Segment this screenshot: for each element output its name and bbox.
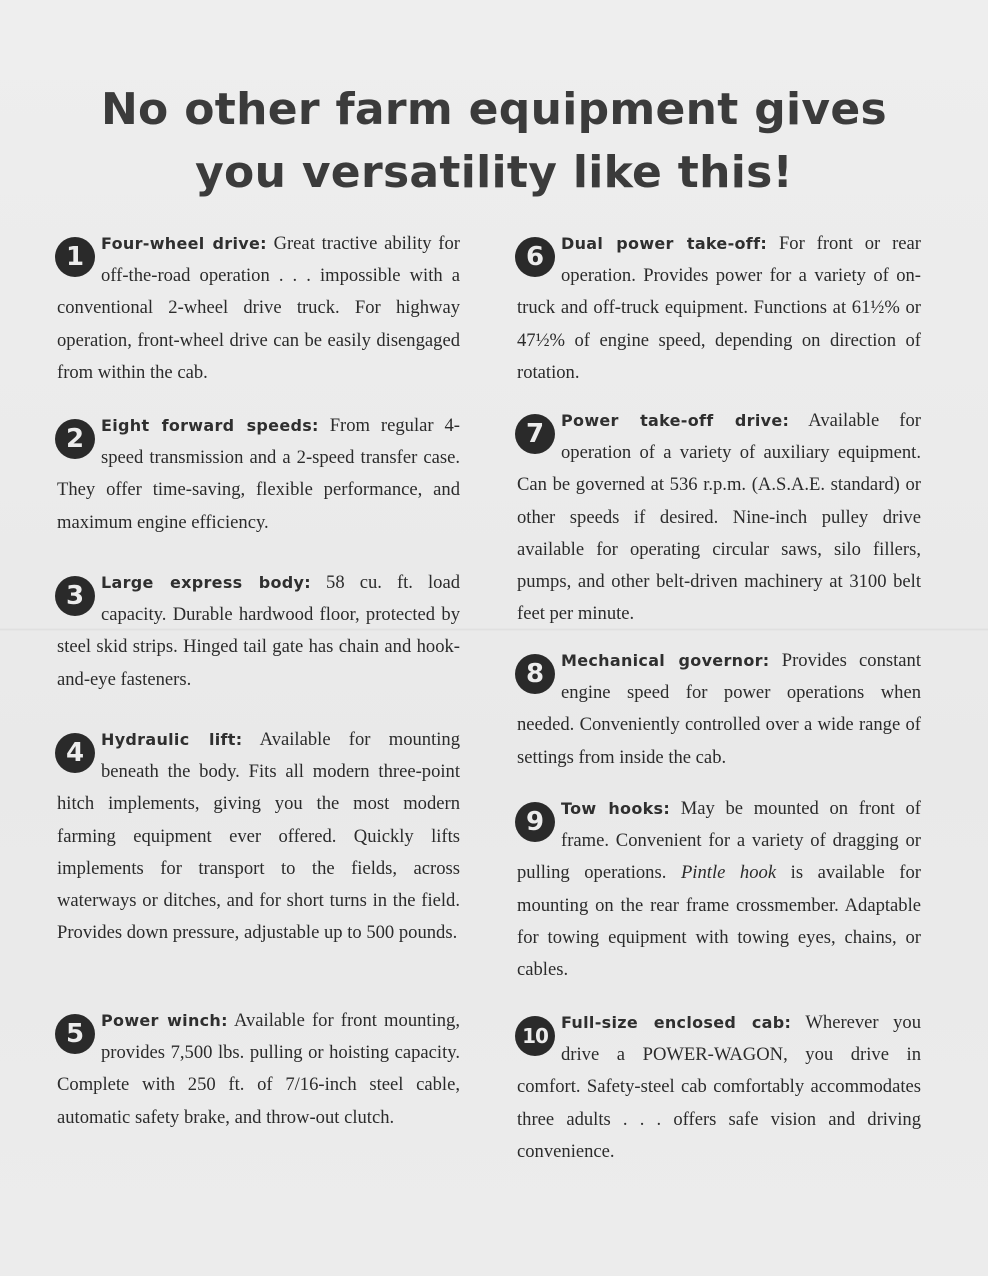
number-9-badge: 9 — [515, 802, 555, 842]
number-2-badge: 2 — [55, 419, 95, 459]
feature-item-7 — [517, 405, 921, 630]
feature-text-10: Wherever you drive a POWER-WAGON, you drive in comfort. Safety-steel cab comfortably accommodates three adults . . . offers safe vision and driving convenience. — [517, 1012, 922, 1162]
feature-text-9-part-2: is available for mounting on the rear frame crossmember. Adaptable for towing equipment with towing eyes, chains, or cables. — [517, 862, 921, 981]
feature-heading-3: Large express body: — [101, 573, 311, 592]
number-4-badge: 4 — [55, 733, 95, 773]
feature-item-9 — [517, 793, 921, 986]
feature-item-1 — [57, 228, 460, 389]
feature-item-3 — [57, 567, 460, 696]
feature-text-5: Available for front mounting, provides 7,500 lbs. pulling or hoisting capacity. Complete with 250 ft. of 7/16-inch steel cable, automatic safety brake, and throw-out clutch. — [57, 1010, 460, 1128]
number-8-badge: 8 — [515, 654, 555, 694]
feature-item-4 — [57, 724, 460, 949]
feature-text-2: From regular 4-speed transmission and a 2-speed transfer case. They offer time-saving, flexible performance, and maximum engine efficiency. — [57, 415, 460, 533]
feature-heading-6: Dual power take-off: — [561, 234, 768, 253]
feature-item-8 — [517, 645, 921, 774]
feature-text-3: 58 cu. ft. load capacity. Durable hardwood floor, protected by steel skid strips. Hinged tail gate has chain and hook-and-eye fasteners. — [57, 572, 461, 690]
feature-heading-9: Tow hooks: — [561, 799, 671, 818]
feature-item-10 — [517, 1007, 921, 1168]
feature-heading-1: Four-wheel drive: — [101, 234, 267, 253]
feature-heading-4: Hydraulic lift: — [101, 730, 243, 749]
feature-text-1: Great tractive ability for off-the-road operation . . . impossible with a conventional 2-wheel drive truck. For highway operation, front-wheel drive can be easily disengaged from within the cab. — [57, 233, 460, 383]
feature-item-5 — [57, 1005, 460, 1134]
headline-line-2: you versatility like this! — [195, 147, 793, 198]
number-1-badge: 1 — [55, 237, 95, 277]
number-7-badge: 7 — [515, 414, 555, 454]
number-5-badge: 5 — [55, 1014, 95, 1054]
feature-text-4: Available for mounting beneath the body. Fits all modern three-point hitch implements, giving you the most modern farming equipment ever offered. Quickly lifts implements for transport to the fields, across waterways or ditches, and for short turns in the field. Provides down pressure, adjustable up to 500 pounds. — [57, 729, 461, 944]
feature-heading-2: Eight forward speeds: — [101, 416, 319, 435]
feature-text-7: Available for operation of a variety of auxiliary equipment. Can be governed at 536 r.p.m. (A.S.A.E. standard) or other speeds if desired. Nine-inch pulley drive available for operating circular saws, silo fillers, pumps, and other belt-driven machinery at 3100 belt feet per minute. — [517, 410, 921, 625]
feature-heading-5: Power winch: — [101, 1011, 228, 1030]
number-6-badge: 6 — [515, 237, 555, 277]
feature-text-9-italic: Pintle hook — [680, 862, 777, 884]
number-10-badge: 10 — [515, 1016, 555, 1056]
feature-item-2 — [57, 410, 460, 539]
feature-heading-8: Mechanical governor: — [561, 651, 770, 670]
feature-heading-7: Power take-off drive: — [561, 411, 790, 430]
headline-line-1: No other farm equipment gives — [100, 84, 888, 135]
feature-item-6 — [517, 228, 921, 389]
feature-text-9-part-1: May be mounted on front of frame. Convenient for a variety of dragging or pulling operations. — [517, 798, 922, 884]
feature-text-6: For front or rear operation. Provides power for a variety of on-truck and off-truck equipment. Functions at 61½% or 47½% of engine speed, depending on direction of rotation. — [517, 233, 921, 383]
number-3-badge: 3 — [55, 576, 95, 616]
page-headline — [40, 78, 948, 204]
feature-text-8: Provides constant engine speed for power operations when needed. Conveniently controlled over a wide range of settings from inside the cab. — [517, 650, 921, 768]
feature-heading-10: Full-size enclosed cab: — [561, 1013, 792, 1032]
